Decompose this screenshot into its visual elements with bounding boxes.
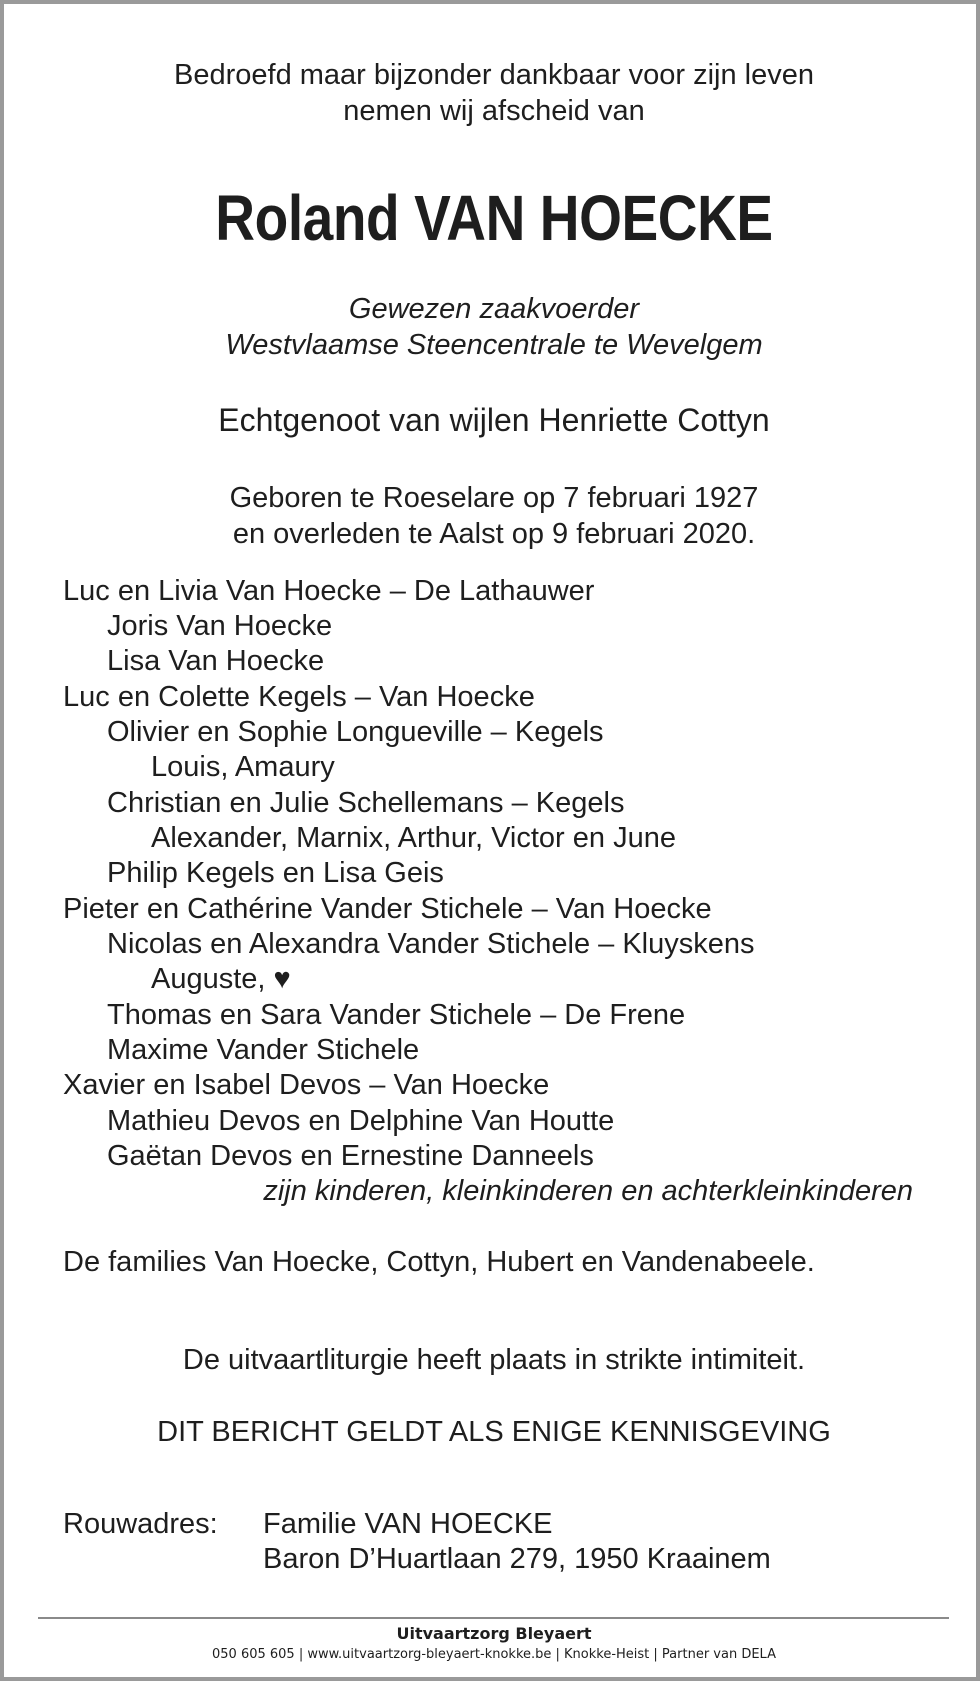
family-member: Xavier en Isabel Devos – Van Hoecke xyxy=(63,1069,550,1101)
liturgy-notice: De uitvaartliturgie heeft plaats in strikte intimiteit. xyxy=(182,1344,806,1376)
death-line: en overleden te Aalst op 9 februari 2020. xyxy=(232,518,756,550)
family-member: Thomas en Sara Vander Stichele – De Frene xyxy=(107,999,686,1031)
family-member: Joris Van Hoecke xyxy=(107,610,333,642)
role-line-1: Gewezen zaakvoerder xyxy=(348,293,640,325)
address-line-2: Baron D’Huartlaan 279, 1950 Kraainem xyxy=(263,1543,771,1575)
family-member: Gaëtan Devos en Ernestine Danneels xyxy=(107,1140,594,1172)
address-label: Rouwadres: xyxy=(63,1508,218,1540)
extended-families: De families Van Hoecke, Cottyn, Hubert en Vandenabeele. xyxy=(63,1246,815,1278)
intro-text xyxy=(4,57,980,129)
family-member: Alexander, Marnix, Arthur, Victor en June xyxy=(151,822,676,854)
relationship-note: zijn kinderen, kleinkinderen en achterkleinkinderen xyxy=(263,1175,913,1207)
family-member: Luc en Livia Van Hoecke – De Lathauwer xyxy=(63,575,595,607)
deceased-role xyxy=(4,291,980,363)
intro-line-2: nemen wij afscheid van xyxy=(343,95,645,127)
funeral-home-contact: 050 605 605 | www.uitvaartzorg-bleyaert-knokke.be | Knokke-Heist | Partner van DELA xyxy=(212,1647,776,1662)
intro-line-1: Bedroefd maar bijzonder dankbaar voor zijn leven xyxy=(174,59,814,91)
birth-death-dates xyxy=(4,480,980,552)
deceased-name: Roland VAN HOECKE xyxy=(215,182,773,254)
family-member: Philip Kegels en Lisa Geis xyxy=(107,857,444,889)
address-line-1: Familie VAN HOECKE xyxy=(263,1508,553,1540)
family-member: Lisa Van Hoecke xyxy=(107,645,325,677)
official-notice: DIT BERICHT GELDT ALS ENIGE KENNISGEVING xyxy=(157,1416,831,1448)
spouse-line: Echtgenoot van wijlen Henriette Cottyn xyxy=(218,402,770,438)
family-member: Mathieu Devos en Delphine Van Houtte xyxy=(107,1105,615,1137)
family-member: Luc en Colette Kegels – Van Hoecke xyxy=(63,681,535,713)
family-member: Olivier en Sophie Longueville – Kegels xyxy=(107,716,604,748)
role-line-2: Westvlaamse Steencentrale te Wevelgem xyxy=(225,329,763,361)
family-member: Pieter en Cathérine Vander Stichele – Van Hoecke xyxy=(63,893,712,925)
family-member: Nicolas en Alexandra Vander Stichele – Kluyskens xyxy=(107,928,755,960)
family-member: Christian en Julie Schellemans – Kegels xyxy=(107,787,625,819)
footer-divider xyxy=(38,1617,949,1619)
family-member: Auguste, ♥ xyxy=(151,963,291,995)
birth-line: Geboren te Roeselare op 7 februari 1927 xyxy=(229,482,759,514)
family-member: Maxime Vander Stichele xyxy=(107,1034,420,1066)
family-member: Louis, Amaury xyxy=(151,751,335,783)
funeral-home-name: Uitvaartzorg Bleyaert xyxy=(396,1624,592,1643)
